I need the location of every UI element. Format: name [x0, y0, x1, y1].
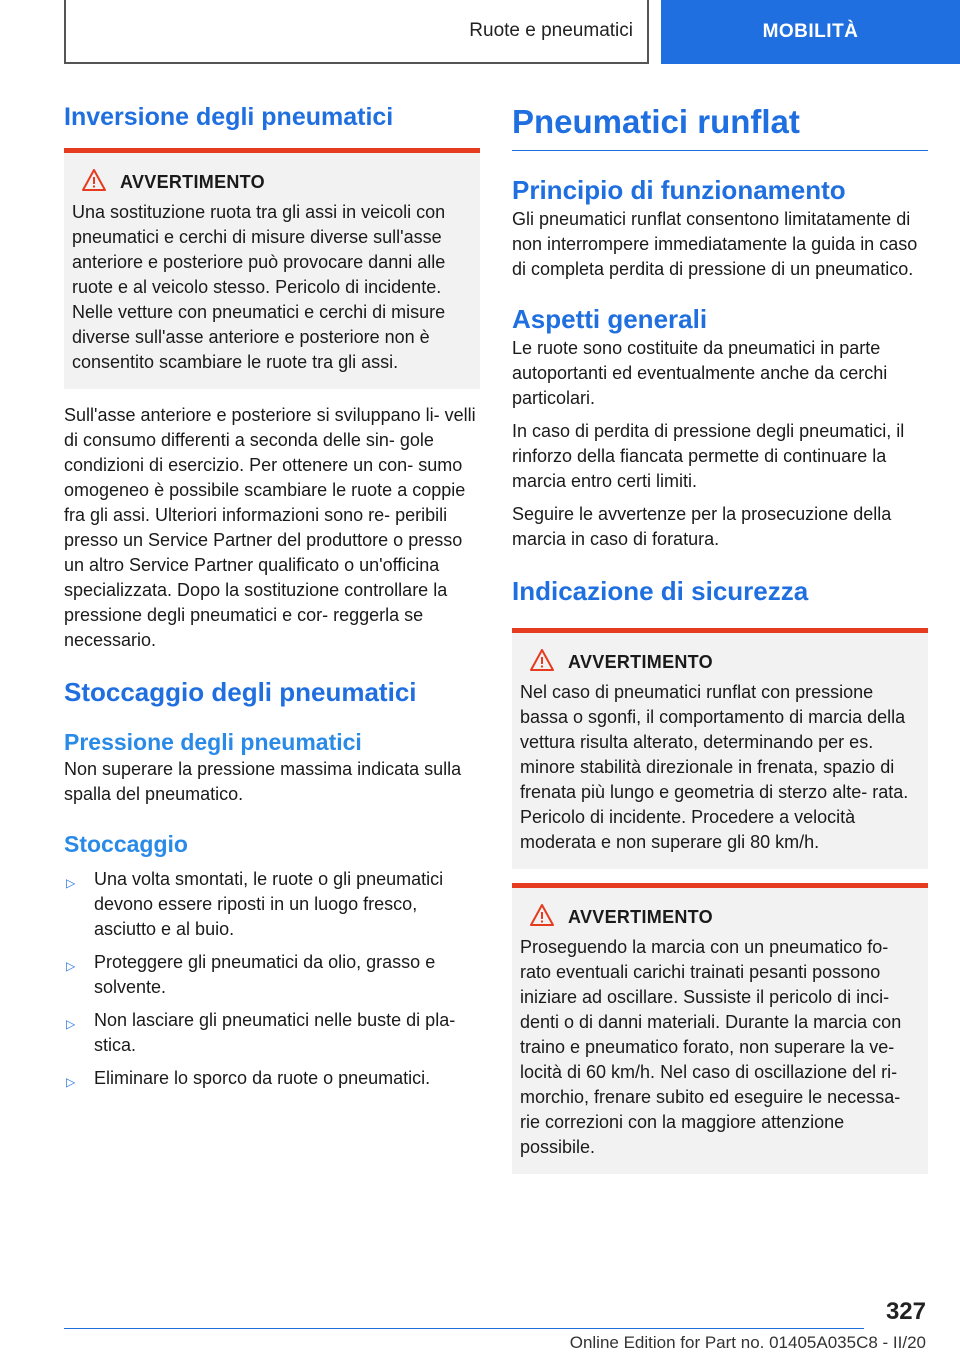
aspetti-text-3: Seguire le avvertenze per la prosecuzione della marcia in caso di foratura. [512, 504, 892, 549]
warning-triangle-icon [530, 904, 554, 931]
warning-header [72, 169, 472, 196]
bullet-triangle-icon: ▷ [66, 1017, 76, 1031]
warning-header [520, 649, 920, 676]
warning-text: Una sostituzione ruota tra gli assi in veicoli con pneumatici e cerchi di misure diverse sull'asse anteriore e posteriore può provocare danni alle ruote e al veicolo stesso. Pericolo di incidente. Nelle vetture con pneumatici e cerchi di misure diverse sull'asse anteriore e posteriore non è consentito scambiare le ruote tra gli assi. [72, 202, 446, 372]
list-item: ▷ Eliminare lo sporco da ruote o pneumatici. [64, 1066, 480, 1091]
aspetti-text-1: Le ruote sono costituite da pneumatici in parte autoportanti ed eventualmente anche da cerchi particolari. [512, 338, 888, 408]
list-item: ▷ Una volta smontati, le ruote o gli pneumatici devono essere riposti in un luogo fresco, asciutto e al buio. [66, 869, 444, 939]
edition-text: Online Edition for Part no. 01405A035C8 - II/20 [569, 1333, 926, 1352]
sicurezza-title: Indicazione di sicurezza [512, 576, 809, 606]
list-item: ▷ Non lasciare gli pneumatici nelle buste di pla- stica. [66, 1010, 456, 1055]
left-column [64, 100, 480, 1099]
warning-title: AVVERTIMENTO [568, 652, 713, 672]
right-column [512, 100, 928, 1174]
footer-rule [64, 1328, 864, 1329]
pressione-title: Pressione degli pneumatici [64, 729, 362, 755]
warning-title: AVVERTIMENTO [568, 907, 713, 927]
list-item: ▷ Proteggere gli pneumatici da olio, grasso e solvente. [66, 952, 436, 997]
section-title: MOBILITÀ [762, 21, 859, 42]
warning-header [520, 904, 920, 931]
bullet-triangle-icon: ▷ [66, 1075, 76, 1089]
principio-title: Principio di funzionamento [512, 175, 846, 205]
principio-text: Gli pneumatici runflat consentono limitatamente di non interrompere immediatamente la guida in caso di completa perdita di pressione di un pneumatico. [512, 209, 918, 279]
warning-text: Nel caso di pneumatici runflat con pressione bassa o sgonfi, il comportamento di marcia della vettura risulta alterato, determinando per es. minore stabilità direzionale in frenata, spazio di frenata più lungo e geometria di sterzo alte- rata. Pericolo di incidente. Procedere a velocità moderata e non superare gli 80 km/h. [520, 682, 909, 852]
stoccaggio-list [64, 867, 480, 1091]
bullet-triangle-icon: ▷ [66, 876, 76, 890]
warning-triangle-icon [82, 169, 106, 196]
bullet-triangle-icon: ▷ [66, 959, 76, 973]
inversione-body: Sull'asse anteriore e posteriore si sviluppano li- velli di consumo differenti a seconda delle sin- gole condizioni di esercizio. Per ottenere un con- sumo omogeneo è possibile scambiare le ruote a coppie fra gli assi. Ulteriori informazioni sono re- peribili presso un Service Partner del produttore o presso un altro Service Partner qualificato o un'officina specializzata. Dopo la sostituzione controllare la pressione degli pneumatici e cor- reggerla se necessario. [64, 405, 476, 650]
chapter-title: Ruote e pneumatici [469, 20, 633, 41]
inversione-title: Inversione degli pneumatici [64, 103, 394, 131]
page-number: 327 [885, 1298, 926, 1325]
pressione-text: Non superare la pressione massima indicata sulla spalla del pneumatico. [64, 759, 462, 804]
stoccaggio-degli-pneumatici-title: Stoccaggio degli pneumatici [64, 677, 417, 707]
chapter-header [64, 0, 649, 64]
aspetti-title: Aspetti generali [512, 304, 708, 334]
stoccaggio-title: Stoccaggio [64, 831, 188, 857]
warning-title: AVVERTIMENTO [120, 172, 265, 192]
section-tab [661, 0, 960, 64]
aspetti-text-2: In caso di perdita di pressione degli pneumatici, il rinforzo della fiancata permette di continuare la marcia entro certi limiti. [512, 421, 905, 491]
warning-text: Proseguendo la marcia con un pneumatico fo- rato eventuali carichi trainati pesanti possono iniziare ad oscillare. Sussiste il pericolo di inci- denti o di danni materiali. Durante la marcia con traino e pneumatico forato, non superare la ve- locità di 60 km/h. Nel caso di oscillazione del ri- morchio, frenare subito ed eseguire le necessa- rie correzioni con la maggiore attenzione possibile. [520, 937, 902, 1157]
warning-box-2 [512, 883, 928, 1174]
warning-triangle-icon [530, 649, 554, 676]
warning-box [64, 148, 480, 389]
runflat-title: Pneumatici runflat [512, 100, 928, 151]
warning-box-1 [512, 628, 928, 869]
